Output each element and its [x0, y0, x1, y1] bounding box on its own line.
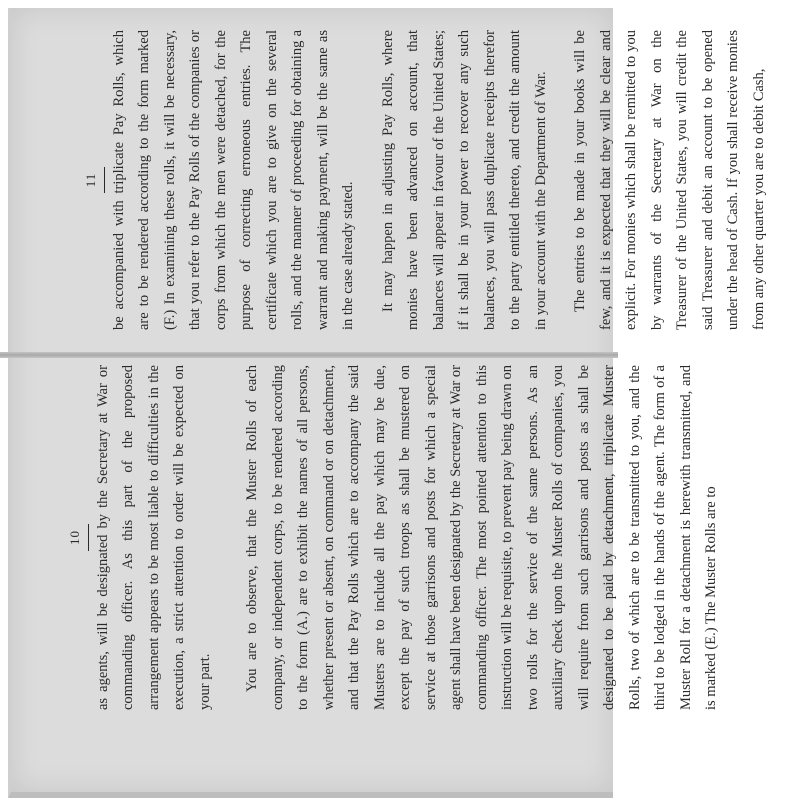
page-fold	[0, 352, 618, 358]
page-10	[62, 365, 739, 710]
page-number-11: 11	[78, 30, 105, 330]
paragraph: It may happen in adjusting Pay Rolls, where monies have been advanced on account, that balances will appear in favour of the United States; if it shall be in your power to recover any such balances, you will pass duplicate receipts therefor to the party entitled thereto, and credit the amount in your account with the Department of War.	[379, 30, 549, 330]
paragraph: You are to observe, that the Muster Rolls of each company, or independent corps, to be rendered according to the form (A.) are to exhibit the names of all persons, whether present or absent, on command or on detachment, and that the Pay Rolls which are to accompany the said Musters are to include all the pay which may be due, except the pay of such troops as shall be mustered on service at those garrisons and posts for which a special agent shall have been designated by the Secretary at War or commanding officer. The most pointed attention to this instruction will be requisite, to prevent pay being drawn on two rolls for the service of the same persons. As an auxiliary check upon the Muster Rolls of companies, you will require from such garrisons and posts as shall be designated to be paid by detachment, triplicate Muster Rolls, two of which are to be transmitted to you, and the third to be lodged in the hands of the agent. The form of a Muster Roll for a detachment is herewith transmitted, and is marked (E.) The Muster Rolls are to	[244, 365, 719, 710]
page-11	[78, 30, 786, 330]
page-number-10: 10	[62, 365, 89, 710]
paragraph: as agents, will be designated by the Secretary at War or commanding officer. As this part of the proposed arrangement appears to be most liable to difficulties in the execution, a strict attention to order will be expected on your part.	[94, 365, 213, 710]
paragraph: be accompanied with triplicate Pay Rolls, which are to be rendered according to the form marked (F.) In examining these rolls, it will be necessary, that you refer to the Pay Rolls of the companies or corps from which the men were detached, for the purpose of correcting erroneous entries. The certificate which you are to give on the several rolls, and the manner of proceeding for obtaining a warrant and making payment, will be the same as in the case already stated.	[110, 30, 356, 330]
paragraph: The entries to be made in your books will be few, and it is expected that they will be clear and explicit. For monies which shall be remitted to you by warrants of the Secretary at War on the Treasurer of the United States, you will credit the said Treasurer and debit an account to be opened under the head of Cash. If you shall receive monies from any other quarter you are to debit Cash,	[572, 30, 767, 330]
